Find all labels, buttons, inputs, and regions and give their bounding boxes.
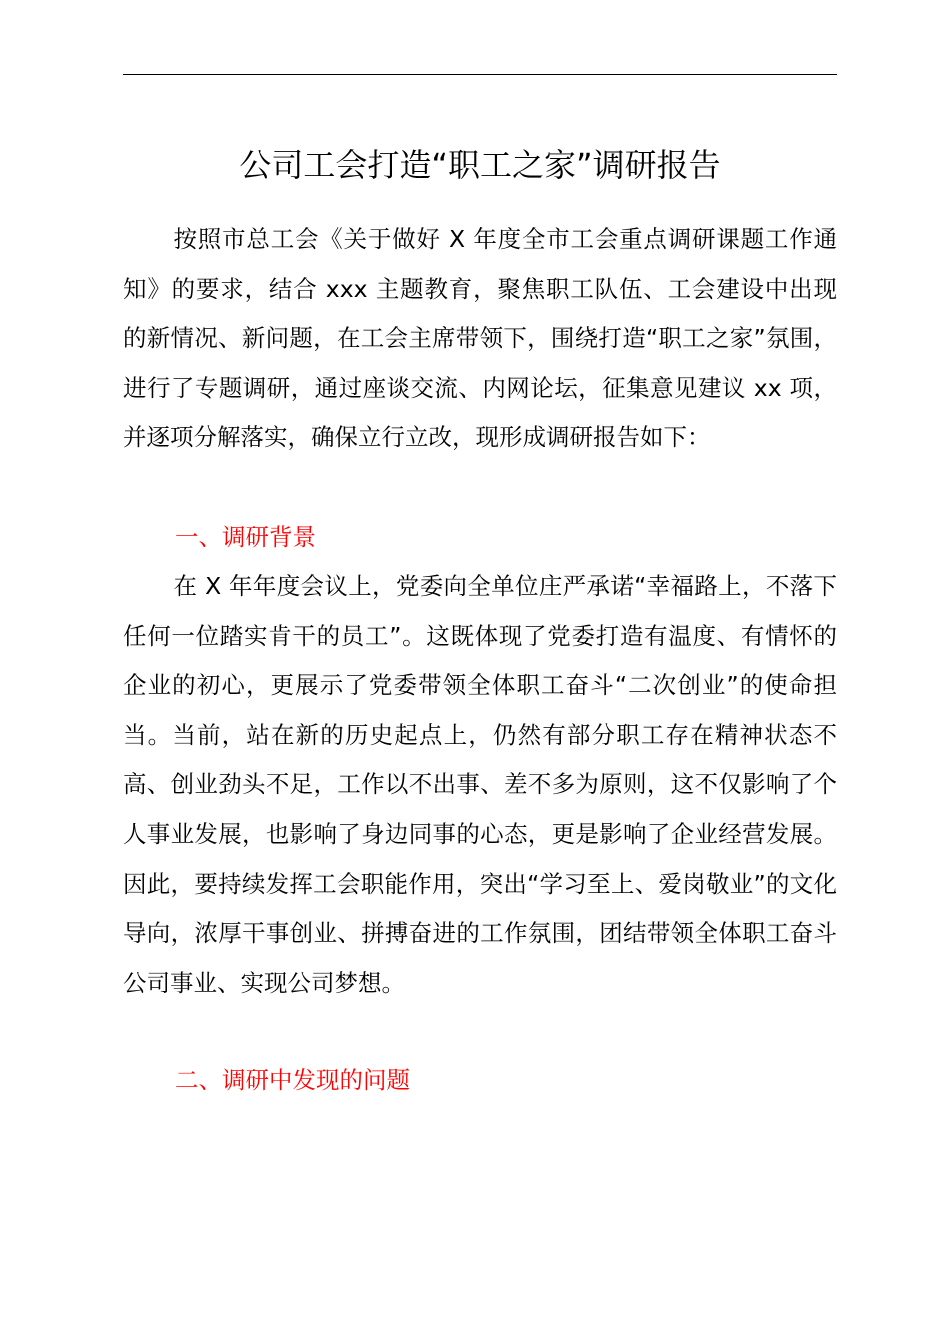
section-1-heading-block <box>123 513 837 563</box>
section-heading-problems: 二、调研中发现的问题 <box>175 1066 410 1094</box>
intro-paragraph: 按照市总工会《关于做好 X 年度全市工会重点调研课题工作通知》的要求，结合 xxx 主题教育，聚焦职工队伍、工会建设中出现的新情况、新问题，在工会主席带领下，围绕打造“职工之家”氛围，进行了专题调研，通过座谈交流、内网论坛，征集意见建议 xx 项，并逐项分解落实，确保立行立改，现形成调研报告如下： <box>123 225 837 452</box>
intro-block <box>123 215 837 463</box>
section-paragraph-background: 在 X 年年度会议上，党委向全单位庄严承诺“幸福路上，不落下任何一位踏实肯干的员工”。这既体现了党委打造有温度、有情怀的企业的初心，更展示了党委带领全体职工奋斗“二次创业”的使命担当。当前，站在新的历史起点上，仍然有部分职工存在精神状态不高、创业劲头不足，工作以不出事、差不多为原则，这不仅影响了个人事业发展，也影响了身边同事的心态，更是影响了企业经营发展。因此，要持续发挥工会职能作用，突出“学习至上、爱岗敬业”的文化导向，浓厚干事创业、拼搏奋进的工作氛围，团结带领全体职工奋斗公司事业、实现公司梦想。 <box>123 572 837 997</box>
section-2-heading-block <box>123 1056 837 1106</box>
header-rule <box>123 74 837 75</box>
section-heading-background: 一、调研背景 <box>175 523 316 551</box>
document-title: 公司工会打造“职工之家”调研报告 <box>239 146 721 184</box>
section-1-body-block <box>123 562 837 1008</box>
